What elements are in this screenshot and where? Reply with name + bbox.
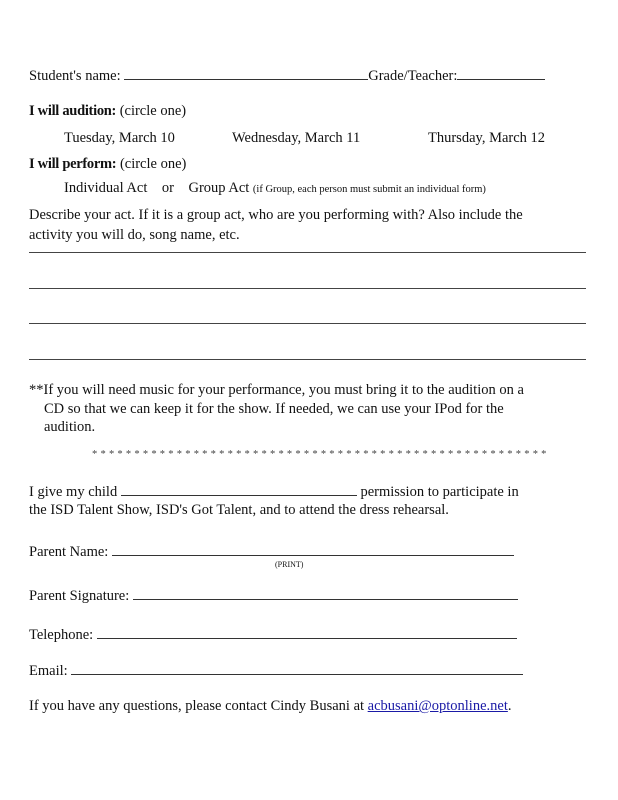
parent-signature-field[interactable] <box>133 586 518 600</box>
music-note-line-1: **If you will need music for your performance, you must bring it to the audition on a <box>29 382 524 398</box>
audition-label: I will audition: <box>29 103 117 119</box>
perform-hint: (circle one) <box>119 156 187 172</box>
describe-answer-line-2[interactable] <box>29 288 586 289</box>
parent-name-field[interactable] <box>112 542 514 556</box>
student-name-row <box>29 66 545 85</box>
audition-heading <box>29 102 186 120</box>
perform-heading <box>29 155 186 173</box>
student-name-field[interactable] <box>124 66 368 80</box>
audition-option-3[interactable]: Thursday, March 12 <box>428 130 546 146</box>
grade-teacher-field[interactable] <box>457 66 545 80</box>
student-name-label: Student's name: <box>29 68 121 84</box>
grade-teacher-label: Grade/Teacher: <box>368 68 458 84</box>
email-field[interactable] <box>71 661 523 675</box>
music-note-line-2: CD so that we can keep it for the show. If needed, we can use your IPod for the <box>44 401 504 417</box>
describe-line-2: activity you will do, song name, etc. <box>29 227 240 243</box>
email-row <box>29 661 523 680</box>
audition-option-2[interactable]: Wednesday, March 11 <box>232 130 361 146</box>
describe-answer-line-1[interactable] <box>29 252 586 253</box>
audition-hint: (circle one) <box>119 103 187 119</box>
print-note: (PRINT) <box>275 560 304 569</box>
perform-group-note: (if Group, each person must submit an individual form) <box>252 184 486 195</box>
parent-name-label: Parent Name: <box>29 544 109 560</box>
permission-line-1 <box>29 482 519 501</box>
perform-label: I will perform: <box>29 156 117 172</box>
child-name-field[interactable] <box>121 482 357 496</box>
parent-signature-label: Parent Signature: <box>29 588 130 604</box>
perform-group-option[interactable]: Group Act <box>188 180 250 196</box>
contact-text: If you have any questions, please contact Cindy Busani at <box>29 698 365 714</box>
permission-line-2: the ISD Talent Show, ISD's Got Talent, and to attend the dress rehearsal. <box>29 502 449 518</box>
parent-signature-row <box>29 586 518 605</box>
contact-email-link[interactable]: acbusani@optonline.net <box>367 698 508 714</box>
telephone-label: Telephone: <box>29 627 94 643</box>
telephone-field[interactable] <box>97 625 517 639</box>
music-note-line-3: audition. <box>44 419 96 435</box>
email-label: Email: <box>29 663 68 679</box>
describe-answer-line-3[interactable] <box>29 323 586 324</box>
perform-options <box>64 179 486 199</box>
perform-individual-option[interactable]: Individual Act <box>64 180 148 196</box>
telephone-row <box>29 625 517 644</box>
permission-start: I give my child <box>29 484 118 500</box>
perform-or: or <box>161 180 174 196</box>
parent-name-row <box>29 542 514 561</box>
permission-end: permission to participate in <box>360 484 519 500</box>
contact-end: . <box>507 698 512 714</box>
describe-line-1: Describe your act. If it is a group act, who are you performing with? Also include the <box>29 207 523 223</box>
describe-answer-line-4[interactable] <box>29 359 586 360</box>
audition-option-1[interactable]: Tuesday, March 10 <box>64 130 175 146</box>
contact-row <box>29 697 511 715</box>
separator-stars: * * * * * * * * * * * * * * * * * * * * * * * * * * * * * * * * * * * * * * * * * * * * * * * * * * * * * * <box>92 449 547 460</box>
